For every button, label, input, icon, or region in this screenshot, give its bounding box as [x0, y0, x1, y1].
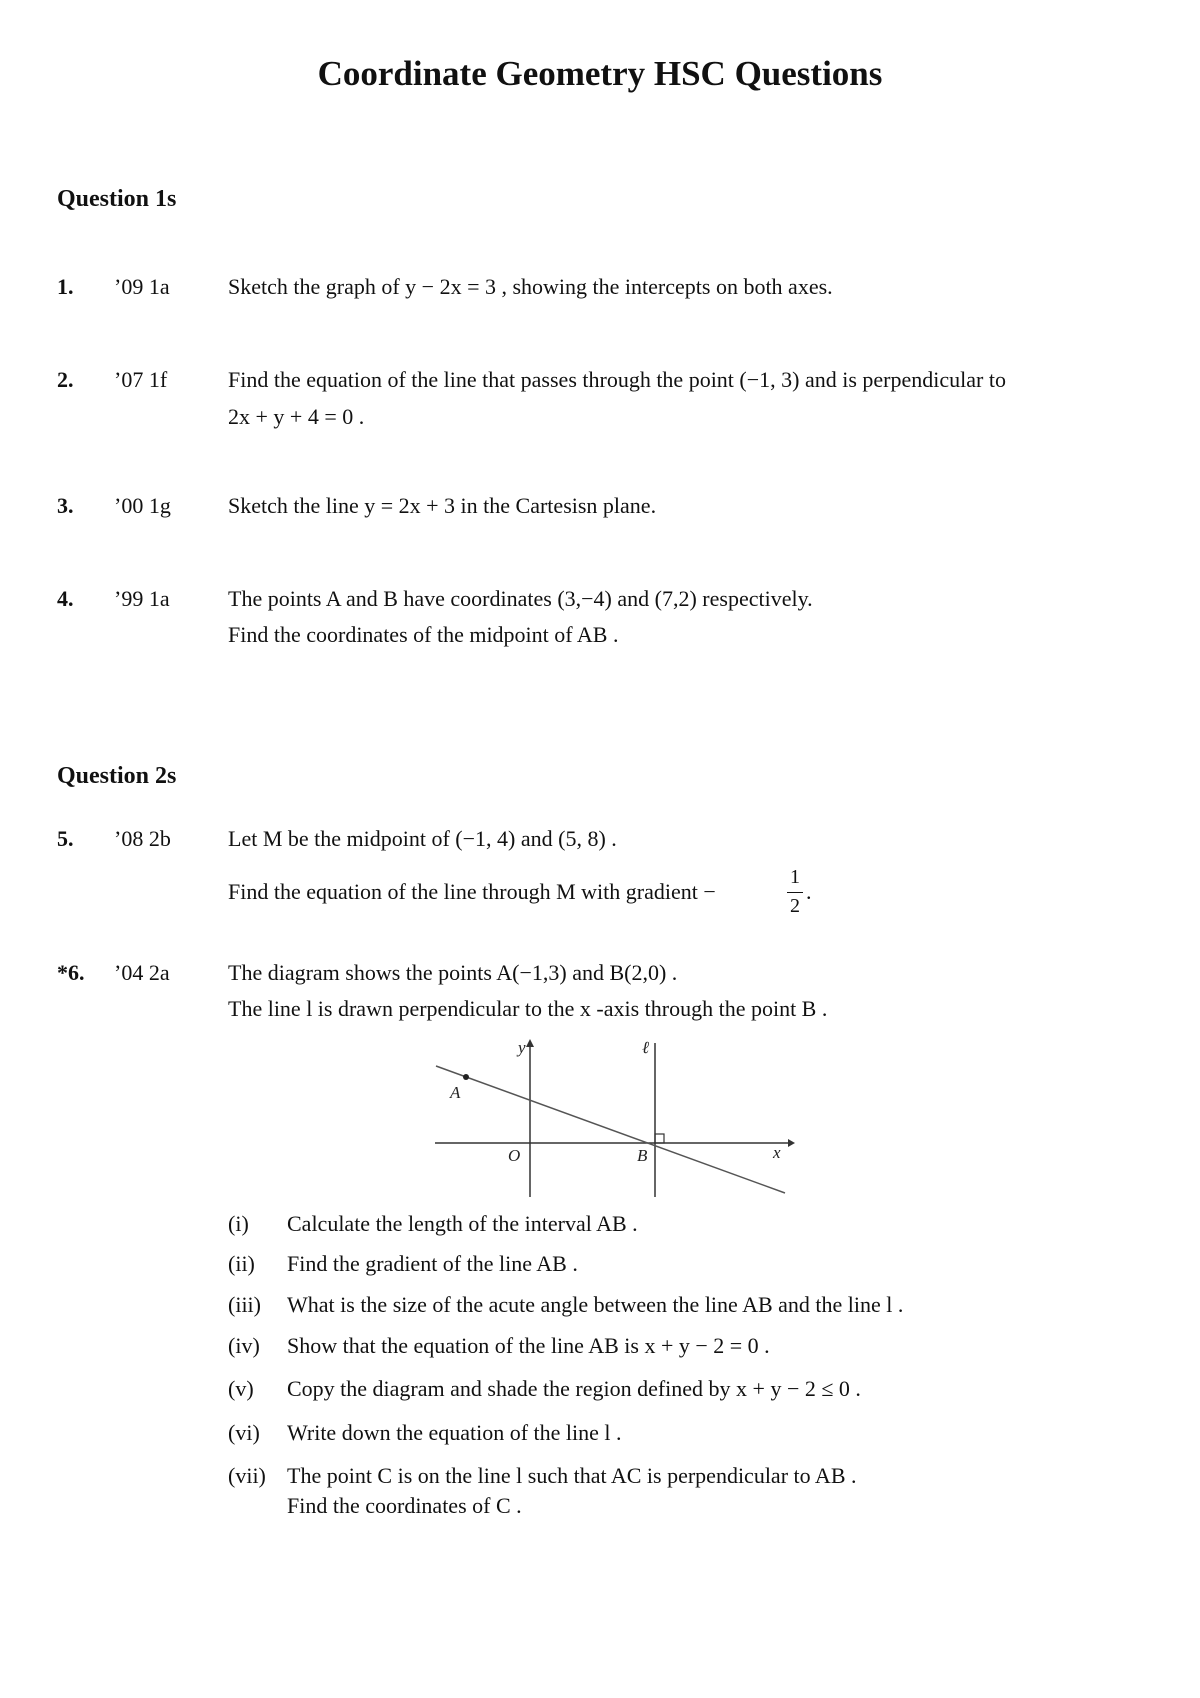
question-text-3: Sketch the line y = 2x + 3 in the Cartesisn plane.	[228, 493, 657, 518]
part-number-vii: (vii)	[228, 1463, 266, 1488]
part-text-vii: The point C is on the line l such that AC is perpendicular to AB .	[287, 1463, 857, 1488]
question-text-5b-end: .	[806, 879, 812, 904]
label-b: B	[637, 1146, 648, 1165]
question-number-3: 3.	[57, 493, 74, 518]
part-text-ii: Find the gradient of the line AB .	[287, 1251, 578, 1276]
label-y: y	[518, 1038, 526, 1057]
question-text-2a: Find the equation of the line that passes through the point (−1, 3) and is perpendicular to	[228, 367, 1006, 392]
part-text-iv: Show that the equation of the line AB is x + y − 2 = 0 .	[287, 1333, 770, 1358]
x-axis-arrow	[788, 1139, 795, 1147]
part-text-i: Calculate the length of the interval AB .	[287, 1211, 638, 1236]
question-text-1: Sketch the graph of y − 2x = 3 , showing the intercepts on both axes.	[228, 274, 833, 299]
fraction-numerator: 1	[790, 866, 800, 888]
question-ref-5: ’08 2b	[114, 826, 171, 851]
question-text-6a: The diagram shows the points A(−1,3) and B(2,0) .	[228, 960, 678, 985]
question-text-6b: The line l is drawn perpendicular to the x -axis through the point B .	[228, 996, 828, 1021]
y-axis-arrow	[526, 1039, 534, 1047]
question-ref-4: ’99 1a	[114, 586, 170, 611]
part-number-vi: (vi)	[228, 1420, 260, 1445]
question-text-5b: Find the equation of the line through M with gradient −	[228, 879, 716, 904]
label-l: ℓ	[642, 1038, 650, 1057]
part-number-iii: (iii)	[228, 1292, 261, 1317]
part-text-v: Copy the diagram and shade the region defined by x + y − 2 ≤ 0 .	[287, 1376, 861, 1401]
fraction-bar	[787, 892, 803, 893]
fraction-denominator: 2	[790, 895, 800, 917]
page-title: Coordinate Geometry HSC Questions	[317, 54, 883, 93]
question-text-5a: Let M be the midpoint of (−1, 4) and (5, 8) .	[228, 826, 617, 851]
point-a	[463, 1074, 469, 1080]
part-text-vii-b: Find the coordinates of C .	[287, 1493, 522, 1518]
part-number-ii: (ii)	[228, 1251, 255, 1276]
coordinate-diagram	[430, 1035, 795, 1200]
question-text-4a: The points A and B have coordinates (3,−4) and (7,2) respectively.	[228, 586, 813, 611]
question-number-2: 2.	[57, 367, 74, 392]
question-number-5: 5.	[57, 826, 74, 851]
question-number-4: 4.	[57, 586, 74, 611]
question-ref-2: ’07 1f	[114, 367, 168, 392]
question-text-4b: Find the coordinates of the midpoint of AB .	[228, 622, 619, 647]
question-ref-6: ’04 2a	[114, 960, 170, 985]
line-ab	[436, 1066, 785, 1193]
part-number-iv: (iv)	[228, 1333, 260, 1358]
label-a: A	[450, 1083, 461, 1102]
question-number-6: *6.	[57, 960, 85, 985]
label-x: x	[773, 1143, 781, 1162]
label-o: O	[508, 1146, 521, 1165]
section-heading-1: Question 1s	[57, 186, 177, 212]
question-number-1: 1.	[57, 274, 74, 299]
part-text-vi: Write down the equation of the line l .	[287, 1420, 622, 1445]
question-ref-1: ’09 1a	[114, 274, 170, 299]
part-number-i: (i)	[228, 1211, 249, 1236]
part-number-v: (v)	[228, 1376, 254, 1401]
right-angle-marker	[655, 1134, 664, 1143]
question-text-2b: 2x + y + 4 = 0 .	[228, 404, 365, 429]
question-ref-3: ’00 1g	[114, 493, 171, 518]
part-text-iii: What is the size of the acute angle between the line AB and the line l .	[287, 1292, 904, 1317]
section-heading-2: Question 2s	[57, 763, 177, 789]
